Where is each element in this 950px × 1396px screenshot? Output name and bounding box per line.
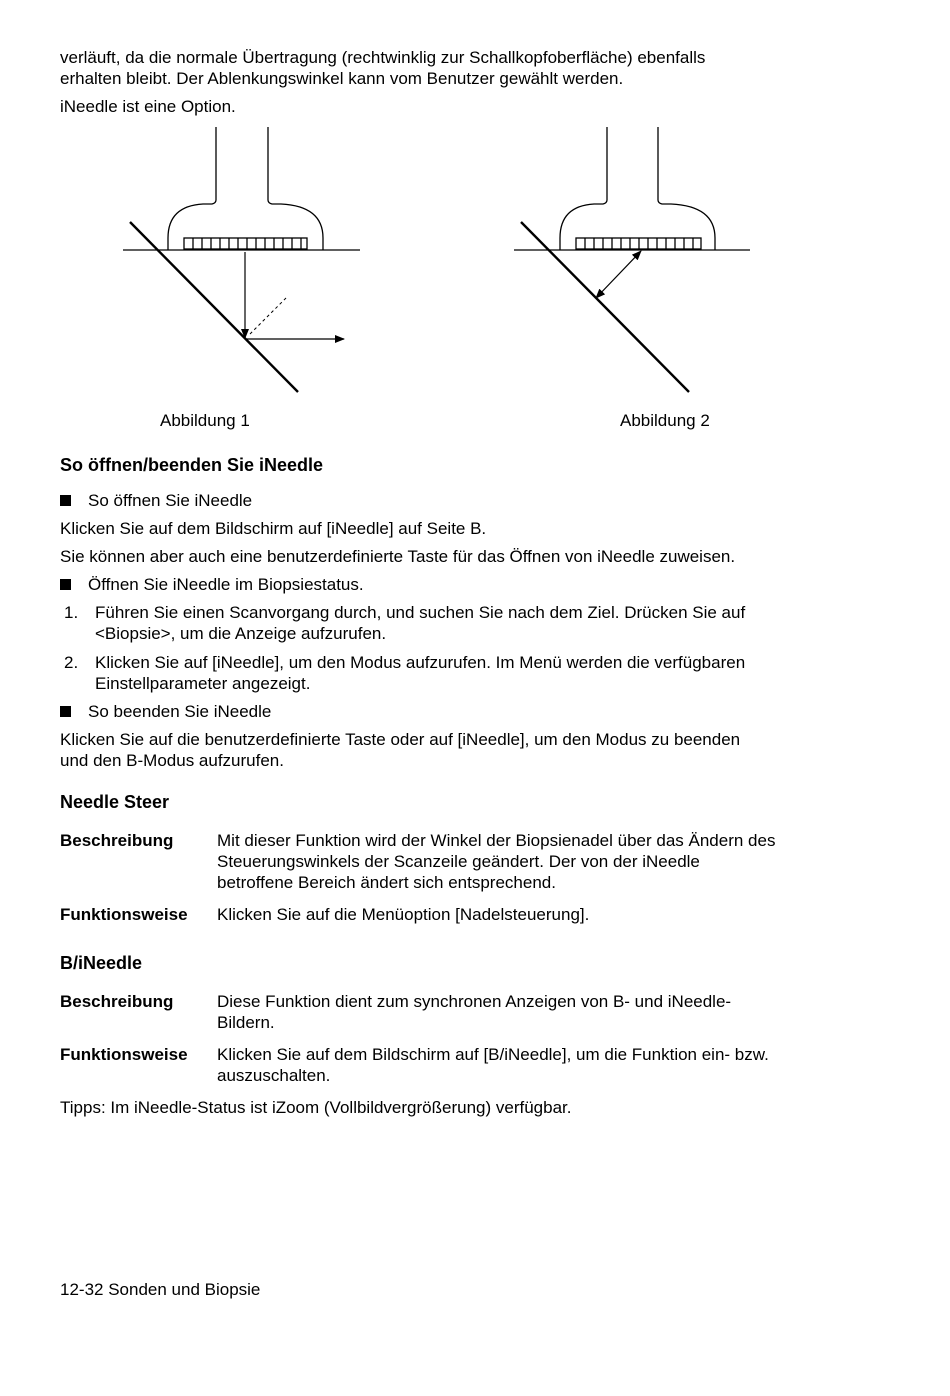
paragraph-close	[60, 729, 840, 771]
page-footer: 12-32 Sonden und Biopsie	[60, 1280, 261, 1299]
step-2-line-2: Einstellparameter angezeigt.	[95, 674, 311, 693]
bullet-square-icon	[60, 495, 71, 506]
intro-line-1: verläuft, da die normale Übertragung (rechtwinklig zur Schallkopfoberfläche) ebenfalls	[60, 48, 706, 67]
step-2-line-1: Klicken Sie auf [iNeedle], um den Modus aufzurufen. Im Menü werden die verfügbaren	[95, 653, 746, 672]
step-number: 1.	[64, 603, 79, 622]
option-note: iNeedle ist eine Option.	[60, 97, 236, 116]
figure-2	[514, 127, 750, 392]
b-ineedle-description-line-1: Diese Funktion dient zum synchronen Anzeigen von B- und iNeedle-	[217, 992, 732, 1011]
needle-steer-description-line-2: Steuerungswinkels der Scanzeile geändert. Der von der iNeedle	[217, 852, 700, 871]
b-ineedle-function-line-1: Klicken Sie auf dem Bildschirm auf [B/iNeedle], um die Funktion ein- bzw.	[217, 1045, 769, 1064]
bullet-open	[60, 490, 252, 511]
paragraph-open-click: Klicken Sie auf dem Bildschirm auf [iNeedle] auf Seite B.	[60, 519, 487, 538]
dashed-line-1	[250, 298, 286, 334]
b-ineedle-function-label: Funktionsweise	[60, 1045, 188, 1064]
section-heading-b-ineedle: B/iNeedle	[60, 953, 143, 973]
needle-steer-description-line-3: betroffene Bereich ändert sich entsprechend.	[217, 873, 556, 892]
step-text	[95, 652, 835, 694]
needle-steer-description-line-1: Mit dieser Funktion wird der Winkel der Biopsienadel über das Ändern des	[217, 831, 776, 850]
bullet-biopsy	[60, 574, 364, 595]
bullet-square-icon	[60, 579, 71, 590]
tip-note: Tipps: Im iNeedle-Status ist iZoom (Vollbildvergrößerung) verfügbar.	[60, 1098, 572, 1117]
b-ineedle-function-line-2: auszuschalten.	[217, 1066, 331, 1085]
needle-2	[521, 222, 689, 392]
step-1	[60, 602, 840, 644]
probe-1	[168, 127, 323, 250]
b-ineedle-function	[217, 1044, 837, 1086]
bullet-open-text: So öffnen Sie iNeedle	[88, 491, 253, 510]
figure-1-caption: Abbildung 1	[160, 411, 250, 430]
needle-1	[130, 222, 298, 392]
step-number: 2.	[64, 653, 79, 672]
b-ineedle-description-label: Beschreibung	[60, 992, 174, 1011]
bullet-close	[60, 701, 271, 722]
intro-line-2: erhalten bleibt. Der Ablenkungswinkel kann vom Benutzer gewählt werden.	[60, 69, 624, 88]
figure-2-caption: Abbildung 2	[620, 411, 710, 430]
bullet-biopsy-text: Öffnen Sie iNeedle im Biopsiestatus.	[88, 575, 364, 594]
section-heading-open-close: So öffnen/beenden Sie iNeedle	[60, 455, 324, 475]
figures-illustration	[0, 0, 950, 440]
needle-steer-function-label: Funktionsweise	[60, 905, 188, 924]
step-1-line-2: <Biopsie>, um die Anzeige aufzurufen.	[95, 624, 387, 643]
figure-1	[123, 127, 360, 392]
needle-steer-description	[217, 830, 837, 893]
steer-arrow-2	[596, 251, 641, 298]
paragraph-close-line-2: und den B-Modus aufzurufen.	[60, 751, 284, 770]
bullet-square-icon	[60, 706, 71, 717]
step-text	[95, 602, 835, 644]
step-1-line-1: Führen Sie einen Scanvorgang durch, und suchen Sie nach dem Ziel. Drücken Sie auf	[95, 603, 746, 622]
b-ineedle-description	[217, 991, 837, 1033]
b-ineedle-description-line-2: Bildern.	[217, 1013, 275, 1032]
needle-steer-description-label: Beschreibung	[60, 831, 174, 850]
paragraph-close-line-1: Klicken Sie auf die benutzerdefinierte Taste oder auf [iNeedle], um den Modus zu beenden	[60, 730, 741, 749]
section-heading-needle-steer: Needle Steer	[60, 792, 170, 812]
bullet-close-text: So beenden Sie iNeedle	[88, 702, 272, 721]
step-2	[60, 652, 840, 694]
needle-steer-function: Klicken Sie auf die Menüoption [Nadelsteuerung].	[217, 905, 590, 924]
paragraph-custom-key: Sie können aber auch eine benutzerdefinierte Taste für das Öffnen von iNeedle zuweisen.	[60, 547, 736, 566]
probe-2	[560, 127, 715, 250]
